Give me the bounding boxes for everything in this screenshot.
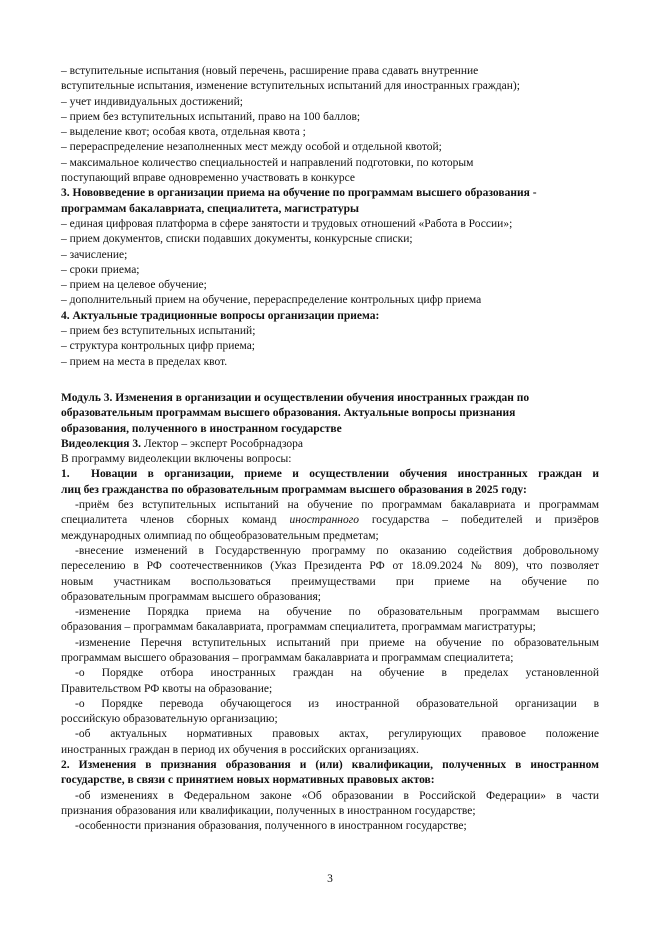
paragraph-line: переселению в РФ соотечественников (Указ Президента РФ от 18.09.2024 № 809), что позволяет (61, 560, 599, 573)
item2-heading: 2. Изменения в признания образования и (или) квалификации, полученных в иностранном (61, 759, 599, 772)
list-item: – перераспределение незаполненных мест между особой и отдельной квотой; (61, 141, 442, 154)
list-item: – прием документов, списки подавших документы, конкурсные списки; (61, 233, 413, 246)
page-content (61, 64, 599, 835)
item2-paragraphs (61, 789, 599, 835)
list-item: – максимальное количество специальностей и направлений подготовки, по которым (61, 156, 474, 169)
section3-heading: 3. Нововведение в организации приема на обучение по программам высшего образования - (61, 187, 537, 200)
module3-heading: образовательным программам высшего образования. Актуальные вопросы признания (61, 407, 516, 420)
lecture-text: Лектор – эксперт Рособрнадзора (140, 437, 304, 450)
list-item: вступительные испытания, изменение вступительных испытаний для иностранных граждан); (61, 80, 520, 93)
spacer (61, 370, 599, 391)
list-item: поступающий вправе одновременно участвовать в конкурсе (61, 172, 355, 185)
paragraph-line: -особенности признания образования, полученного в иностранном государстве; (75, 820, 467, 833)
list-item: – учет индивидуальных достижений; (61, 95, 243, 108)
paragraph-line: образования – программам бакалавриата, программам специалитета, программам магистратуры; (61, 621, 536, 634)
paragraph-line: Правительством РФ квоты на образование; (61, 682, 273, 695)
paragraph-line: -изменение Перечня вступительных испытаний при приеме на обучение по образовательным (75, 636, 599, 649)
paragraph-line: -приём без вступительных испытаний на обучение по программам бакалавриата и программам (75, 499, 599, 512)
paragraph-line: международных олимпиад по общеобразовательным предметам; (61, 529, 379, 542)
lecture-line (61, 437, 599, 452)
paragraph-line: образовательным программам высшего образования; (61, 590, 322, 603)
list-item: – прием на целевое обучение; (61, 279, 207, 292)
section3-list (61, 217, 599, 309)
item2-heading: государстве, в связи с принятием новых нормативных правовых актов: (61, 774, 435, 787)
list-item: – сроки приема; (61, 263, 140, 276)
paragraph-line: программам высшего образования – программам бакалавриата и программам специалитета; (61, 651, 514, 664)
paragraph-line: иностранных граждан в период их обучения в российских организациях. (61, 743, 419, 756)
section4-list (61, 324, 599, 370)
module3-heading: Модуль 3. Изменения в организации и осуществлении обучения иностранных граждан по (61, 391, 530, 404)
text-span: государства – победителей и призёров (359, 514, 599, 527)
section2-list (61, 64, 599, 186)
section4-heading: 4. Актуальные традиционные вопросы организации приема: (61, 309, 380, 322)
list-item: – дополнительный прием на обучение, перераспределение контрольных цифр приема (61, 294, 482, 307)
paragraph-line: -внесение изменений в Государственную программу по оказанию содействия добровольному (75, 544, 599, 557)
list-item: – выделение квот; особая квота, отдельная квота ; (61, 126, 306, 139)
list-item: – прием без вступительных испытаний, право на 100 баллов; (61, 110, 361, 123)
paragraph-line: российскую образовательную организацию; (61, 713, 278, 726)
list-item: – вступительные испытания (новый перечень, расширение права сдавать внутренние (61, 65, 479, 77)
item1-heading-text: Новации в организации, приеме и осуществлении обучения иностранных граждан и (91, 468, 599, 481)
item1-heading: лиц без гражданства по образовательным программам высшего образования в 2025 году: (61, 483, 527, 496)
list-item: – прием на места в пределах квот. (61, 355, 228, 368)
paragraph-line: признания образования или квалификации, полученных в иностранном государстве; (61, 804, 476, 817)
text-span: специалитета членов сборных команд (61, 514, 290, 527)
paragraph-line: -о Порядке отбора иностранных граждан на обучение в пределах установленной (75, 667, 599, 680)
item1-paragraphs (61, 498, 599, 758)
page-number: 3 (327, 873, 333, 885)
paragraph-line (61, 513, 599, 528)
paragraph-line: -изменение Порядка приема на обучение по образовательным программам высшего (75, 606, 599, 619)
list-item: – зачисление; (61, 248, 128, 261)
module3-heading: образования, полученного в иностранном государстве (61, 422, 342, 435)
list-item: – прием без вступительных испытаний; (61, 325, 256, 338)
intro-text: В программу видеолекции включены вопросы: (61, 453, 292, 466)
paragraph-line: новым участникам воспользоваться преимуществами при приеме на обучение по (61, 575, 599, 588)
list-item: – единая цифровая платформа в сфере занятости и трудовых отношений «Работа в России»; (61, 217, 513, 230)
paragraph-line: -об актуальных нормативных правовых актах, регулирующих правовое положение (75, 728, 599, 741)
item1-heading (61, 467, 599, 482)
item1-number: 1. (61, 468, 70, 481)
list-item: – структура контрольных цифр приема; (61, 340, 255, 353)
italic-text: иностранного (289, 514, 359, 527)
paragraph-line: -об изменениях в Федеральном законе «Об образовании в Российской Федерации» в части (75, 789, 599, 802)
lecture-label: Видеолекция 3. (61, 437, 141, 450)
paragraph-line: -о Порядке перевода обучающегося из иностранной образовательной организации в (75, 697, 599, 710)
section3-heading: программам бакалавриата, специалитета, магистратуры (61, 202, 359, 215)
